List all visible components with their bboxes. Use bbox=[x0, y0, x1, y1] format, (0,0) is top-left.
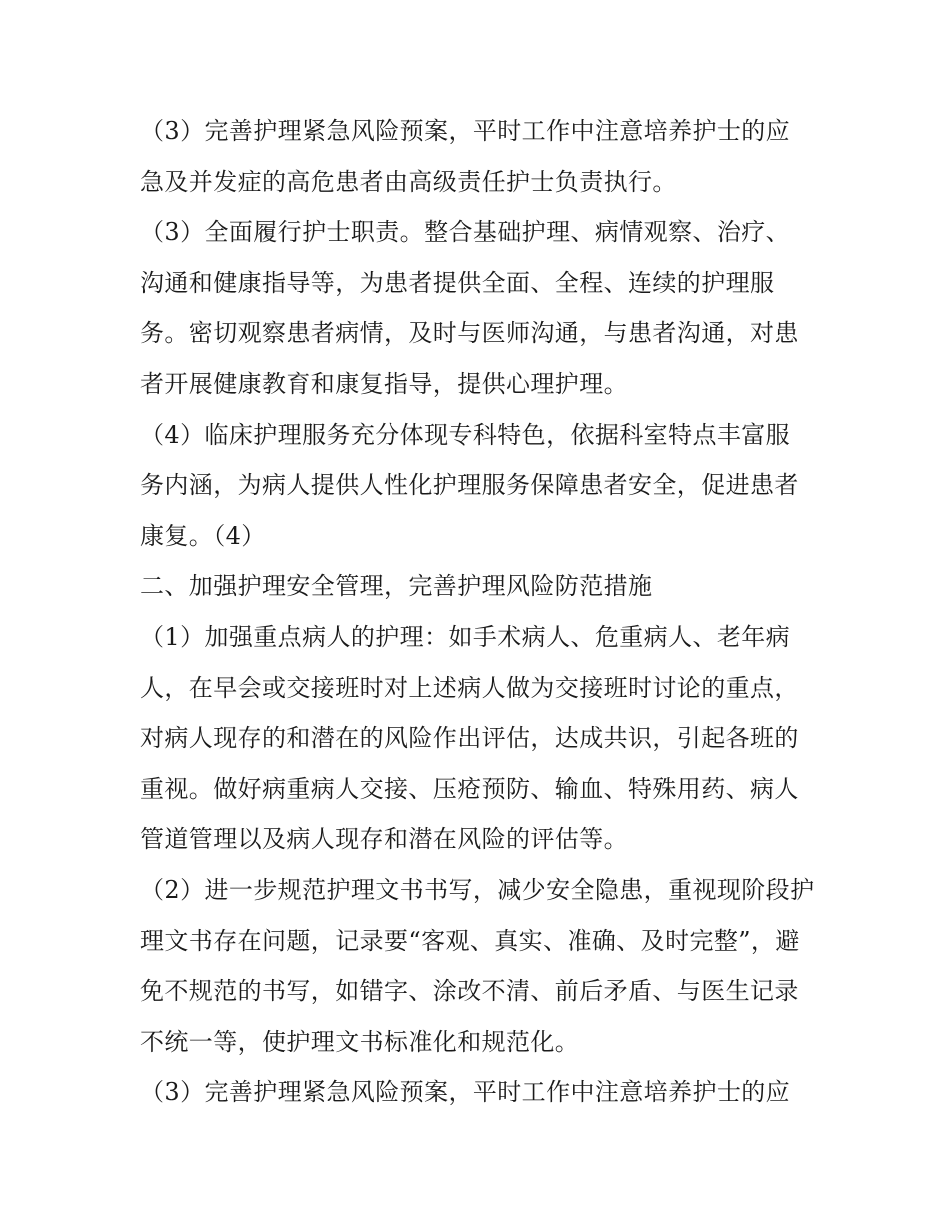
text-line: 免不规范的书写，如错字、涂改不清、前后矛盾、与医生记录 bbox=[140, 977, 799, 1006]
text-line: 务。密切观察患者病情，及时与医师沟通，与患者沟通，对患 bbox=[140, 319, 799, 348]
text-line: （3）完善护理紧急风险预案，平时工作中注意培养护士的应 bbox=[140, 117, 791, 145]
document-body bbox=[140, 106, 820, 1118]
text-line: （4）临床护理服务充分体现专科特色，依据科室特点丰富服 bbox=[140, 420, 791, 449]
text-line: 康复。（4） bbox=[140, 521, 266, 550]
text-line: 不统一等，使护理文书标准化和规范化。 bbox=[140, 1027, 580, 1056]
text-line: 理文书存在问题，记录要“客观、真实、准确、及时完整”，避 bbox=[140, 926, 800, 955]
text-line: 重视。做好病重病人交接、压疮预防、输血、特殊用药、病人 bbox=[140, 774, 799, 803]
text-line: 管道管理以及病人现存和潜在风险的评估等。 bbox=[140, 825, 628, 854]
text-line: 者开展健康教育和康复指导，提供心理护理。 bbox=[140, 369, 628, 398]
text-line: （3）全面履行护士职责。整合基础护理、病情观察、治疗、 bbox=[140, 218, 791, 247]
text-line: 务内涵，为病人提供人性化护理服务保障患者安全，促进患者 bbox=[140, 471, 799, 500]
text-line: 人，在早会或交接班时对上述病人做为交接班时讨论的重点， bbox=[140, 673, 799, 702]
text-line: （2）进一步规范护理文书书写，减少安全隐患，重视现阶段护 bbox=[140, 875, 815, 904]
text-line: 对病人现存的和潜在的风险作出评估，达成共识，引起各班的 bbox=[140, 724, 799, 753]
section-heading: 二、加强护理安全管理，完善护理风险防范措施 bbox=[140, 572, 653, 601]
text-line: 沟通和健康指导等，为患者提供全面、全程、连续的护理服 bbox=[140, 268, 775, 297]
text-line: 急及并发症的高危患者由高级责任护士负责执行。 bbox=[140, 167, 677, 196]
text-line: （1）加强重点病人的护理：如手术病人、危重病人、老年病 bbox=[140, 622, 791, 651]
text-line: （3）完善护理紧急风险预案，平时工作中注意培养护士的应 bbox=[140, 1078, 791, 1107]
